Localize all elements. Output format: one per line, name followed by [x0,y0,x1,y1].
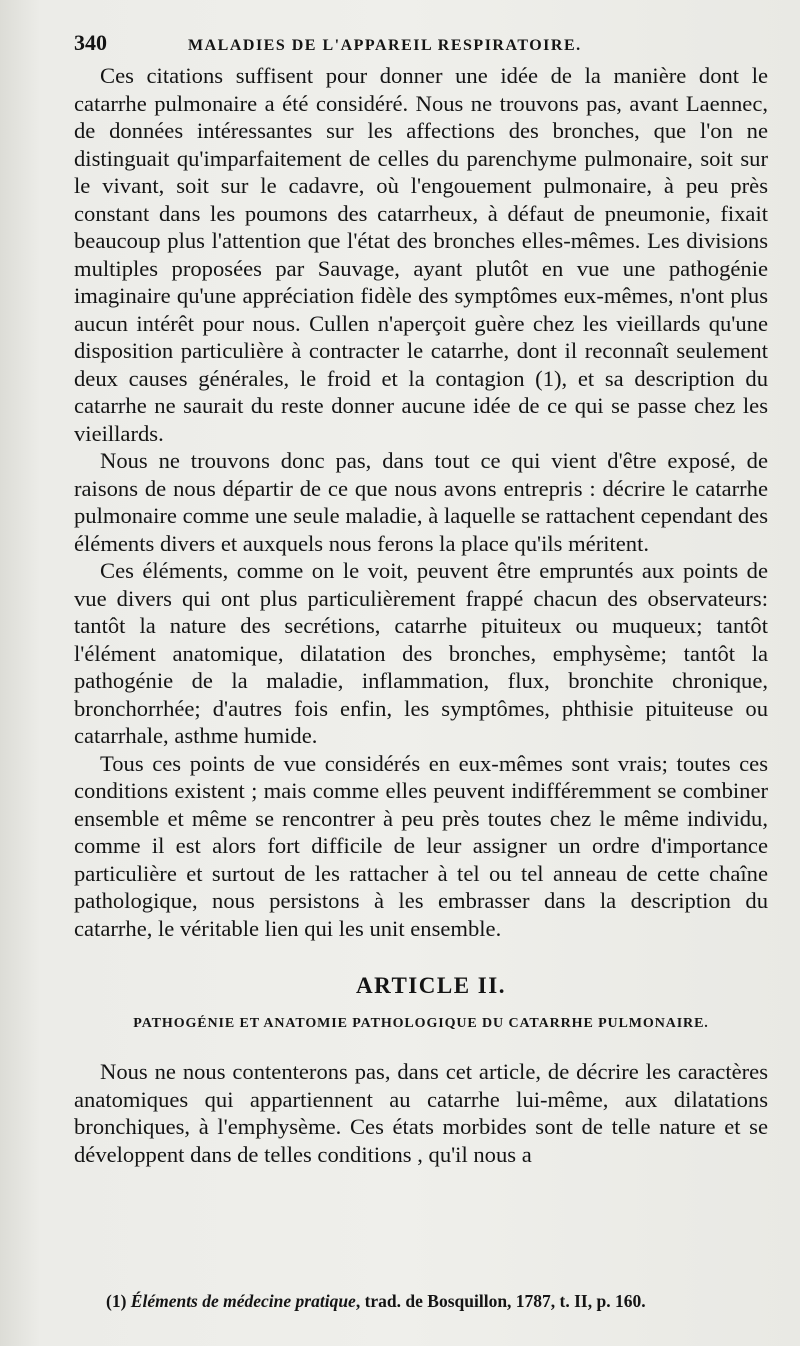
running-head [74,30,768,60]
footnote-rest: , trad. de Bosquillon, 1787, t. II, p. 160. [355,1291,646,1311]
article-heading: ARTICLE II. [356,973,506,998]
article-subtitle: PATHOGÉNIE ET ANATOMIE PATHOLOGIQUE DU CATARRHE PULMONAIRE. [133,1016,709,1031]
paragraph-citations: Ces citations suffisent pour donner une idée de la manière dont le catarrhe pulmonaire a été considéré. Nous ne trouvons pas, avant Laennec, de données intéressantes sur les affections des bronches, que l'on ne distinguait qu'imparfaitement de celles du parenchyme pulmonaire, soit sur le vivant, soit sur le cadavre, où l'engouement pulmonaire, à peu près constant dans les poumons des catarrheux, à défaut de pneumonie, fixait beaucoup plus l'attention que l'état des bronches elles-mêmes. Les divisions multiples proposées par Sauvage, ayant plutôt en vue une pathogénie imaginaire qu'une appréciation fidèle des symptômes eux-mêmes, n'ont plus aucun intérêt pour nous. Cullen n'aperçoit guère chez les vieillards qu'une disposition particulière à contracter le catarrhe, dont il reconnaît seulement deux causes générales, le froid et la contagion (1), et sa description du catarrhe ne saurait du reste donner aucune idée de ce qui se passe chez les vieillards. [74,63,768,446]
paragraph-article-intro: Nous ne nous contenterons pas, dans cet article, de décrire les caractères anatomiques qui appartiennent au catarrhe lui-même, aux dilatations bronchiques, à l'emphysème. Ces états morbides sont de telle nature et se développent dans de telles conditions , qu'il nous a [74,1059,768,1167]
body-text [74,62,768,1168]
page-number: 340 [74,30,107,55]
footnote-marker: (1) [106,1291,127,1311]
footnote-title: Éléments de médecine pratique [130,1291,356,1311]
paragraph-points-of-view: Tous ces points de vue considérés en eux-mêmes sont vrais; toutes ces conditions existent ; mais comme elles peuvent indifféremment se combiner ensemble et même se rencontrer à peu près toutes chez le même individu, comme il est alors fort difficile de leur assigner un ordre d'importance particulière et surtout de les rattacher à tel ou tel anneau de cette chaîne pathologique, nous persistons à les embrasser dans la description du catarrhe, le véritable lien qui les unit ensemble. [74,750,768,941]
paragraph-elements: Ces éléments, comme on le voit, peuvent être empruntés aux points de vue divers qui ont plus particulièrement frappé chacun des observateurs: tantôt la nature des secrétions, catarrhe pituiteux ou muqueux; tantôt l'élément anatomique, dilatation des bronches, emphysème; tantôt la pathogénie de la maladie, inflammation, flux, bronchite chronique, bronchorrhée; d'autres fois enfin, les symptômes, phthisie pituiteuse ou catarrhale, asthme humide. [74,558,768,748]
paragraph-method: Nous ne trouvons donc pas, dans tout ce qui vient d'être exposé, de raisons de nous départir de ce que nous avons entrepris : décrire le catarrhe pulmonaire comme une seule maladie, à laquelle se rattachent cependant des éléments divers et auxquels nous ferons la place qu'ils méritent. [74,448,768,556]
running-title: MALADIES DE L'APPAREIL RESPIRATOIRE. [188,37,582,54]
footnote [106,1290,646,1312]
